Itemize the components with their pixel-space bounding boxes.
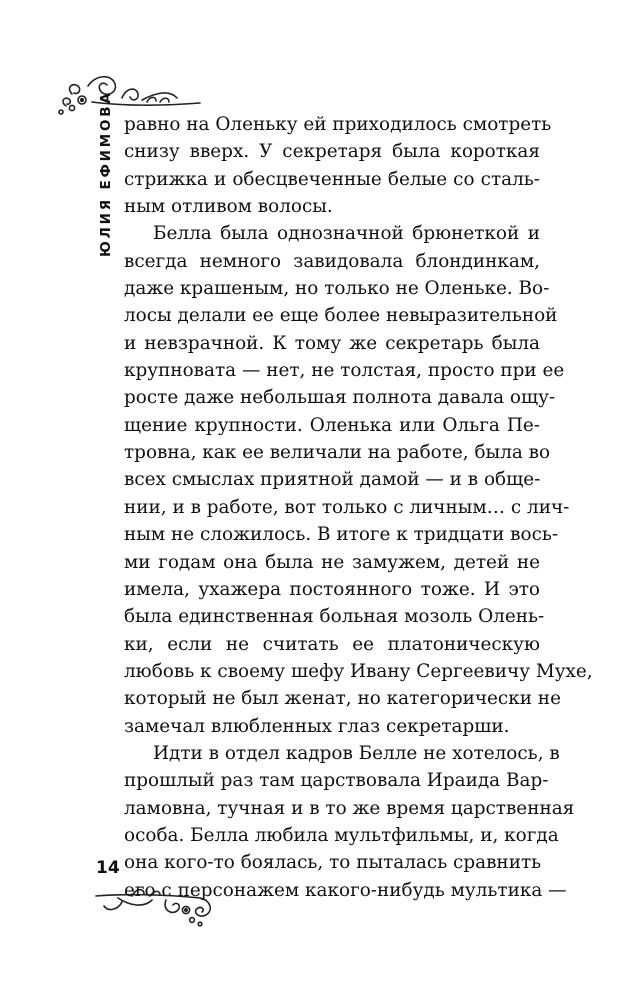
flourish-ornament-bottom bbox=[92, 878, 222, 930]
text-line: всех смыслах приятной дамой — и в обще- bbox=[124, 469, 541, 491]
text-line: лосы делали ее еще более невыразительной bbox=[124, 305, 558, 327]
text-line: ным не сложилось. В итоге к тридцати вось- bbox=[124, 524, 559, 546]
text-line: она кого-то боялась, то пыталась сравнить bbox=[124, 852, 542, 874]
text-line: который не был женат, но категорически не bbox=[124, 688, 561, 710]
text-line: любовь к своему шефу Ивану Сергеевичу Мухе, bbox=[124, 660, 593, 682]
text-line: нии, и в работе, вот только с личным… с лич- bbox=[124, 496, 570, 518]
text-line: Идти в отдел кадров Белле не хотелось, в bbox=[153, 742, 560, 764]
page-number: 14 bbox=[96, 858, 120, 878]
text-line: ным отливом волосы. bbox=[124, 196, 333, 218]
text-line: и невзрачной. К тому же секретарь была bbox=[124, 332, 540, 354]
text-line: ки, если не считать ее платоническую bbox=[124, 633, 540, 655]
text-line: всегда немного завидовала блондинкам, bbox=[124, 250, 540, 272]
text-line: ламовна, тучная и в то же время царственная bbox=[124, 797, 575, 819]
running-head-author: ЮЛИЯ ЕФИМОВА bbox=[98, 90, 114, 257]
text-line: замечал влюбленных глаз секретарши. bbox=[124, 715, 510, 737]
text-line: щение крупности. Оленька или Ольга Пе- bbox=[124, 414, 540, 436]
text-line: стрижка и обесцвеченные белые со сталь- bbox=[124, 168, 540, 190]
text-line: была единственная больная мозоль Олень- bbox=[124, 606, 545, 628]
text-line: прошлый раз там царствовала Ираида Вар- bbox=[124, 770, 549, 792]
body-text bbox=[124, 111, 593, 904]
text-line: его с персонажем какого-нибудь мультика — bbox=[124, 879, 567, 901]
text-line: тровна, как ее величали на работе, была во bbox=[124, 442, 551, 464]
text-line: особа. Белла любила мультфильмы, и, когда bbox=[124, 824, 559, 846]
text-line: крупновата — нет, не толстая, просто при ее bbox=[124, 360, 565, 382]
text-line: равно на Оленьку ей приходилось смотреть bbox=[124, 114, 552, 135]
text-line: ми годам она была не замужем, детей не bbox=[124, 551, 540, 573]
text-line: снизу вверх. У секретаря была короткая bbox=[124, 141, 540, 163]
text-line: Белла была однозначной брюнеткой и bbox=[153, 223, 540, 245]
text-line: даже крашеным, но только не Оленьке. Во- bbox=[124, 278, 550, 300]
text-line: имела, ухажера постоянного тоже. И это bbox=[124, 578, 540, 600]
text-line: росте даже небольшая полнота давала ощу- bbox=[124, 387, 556, 409]
